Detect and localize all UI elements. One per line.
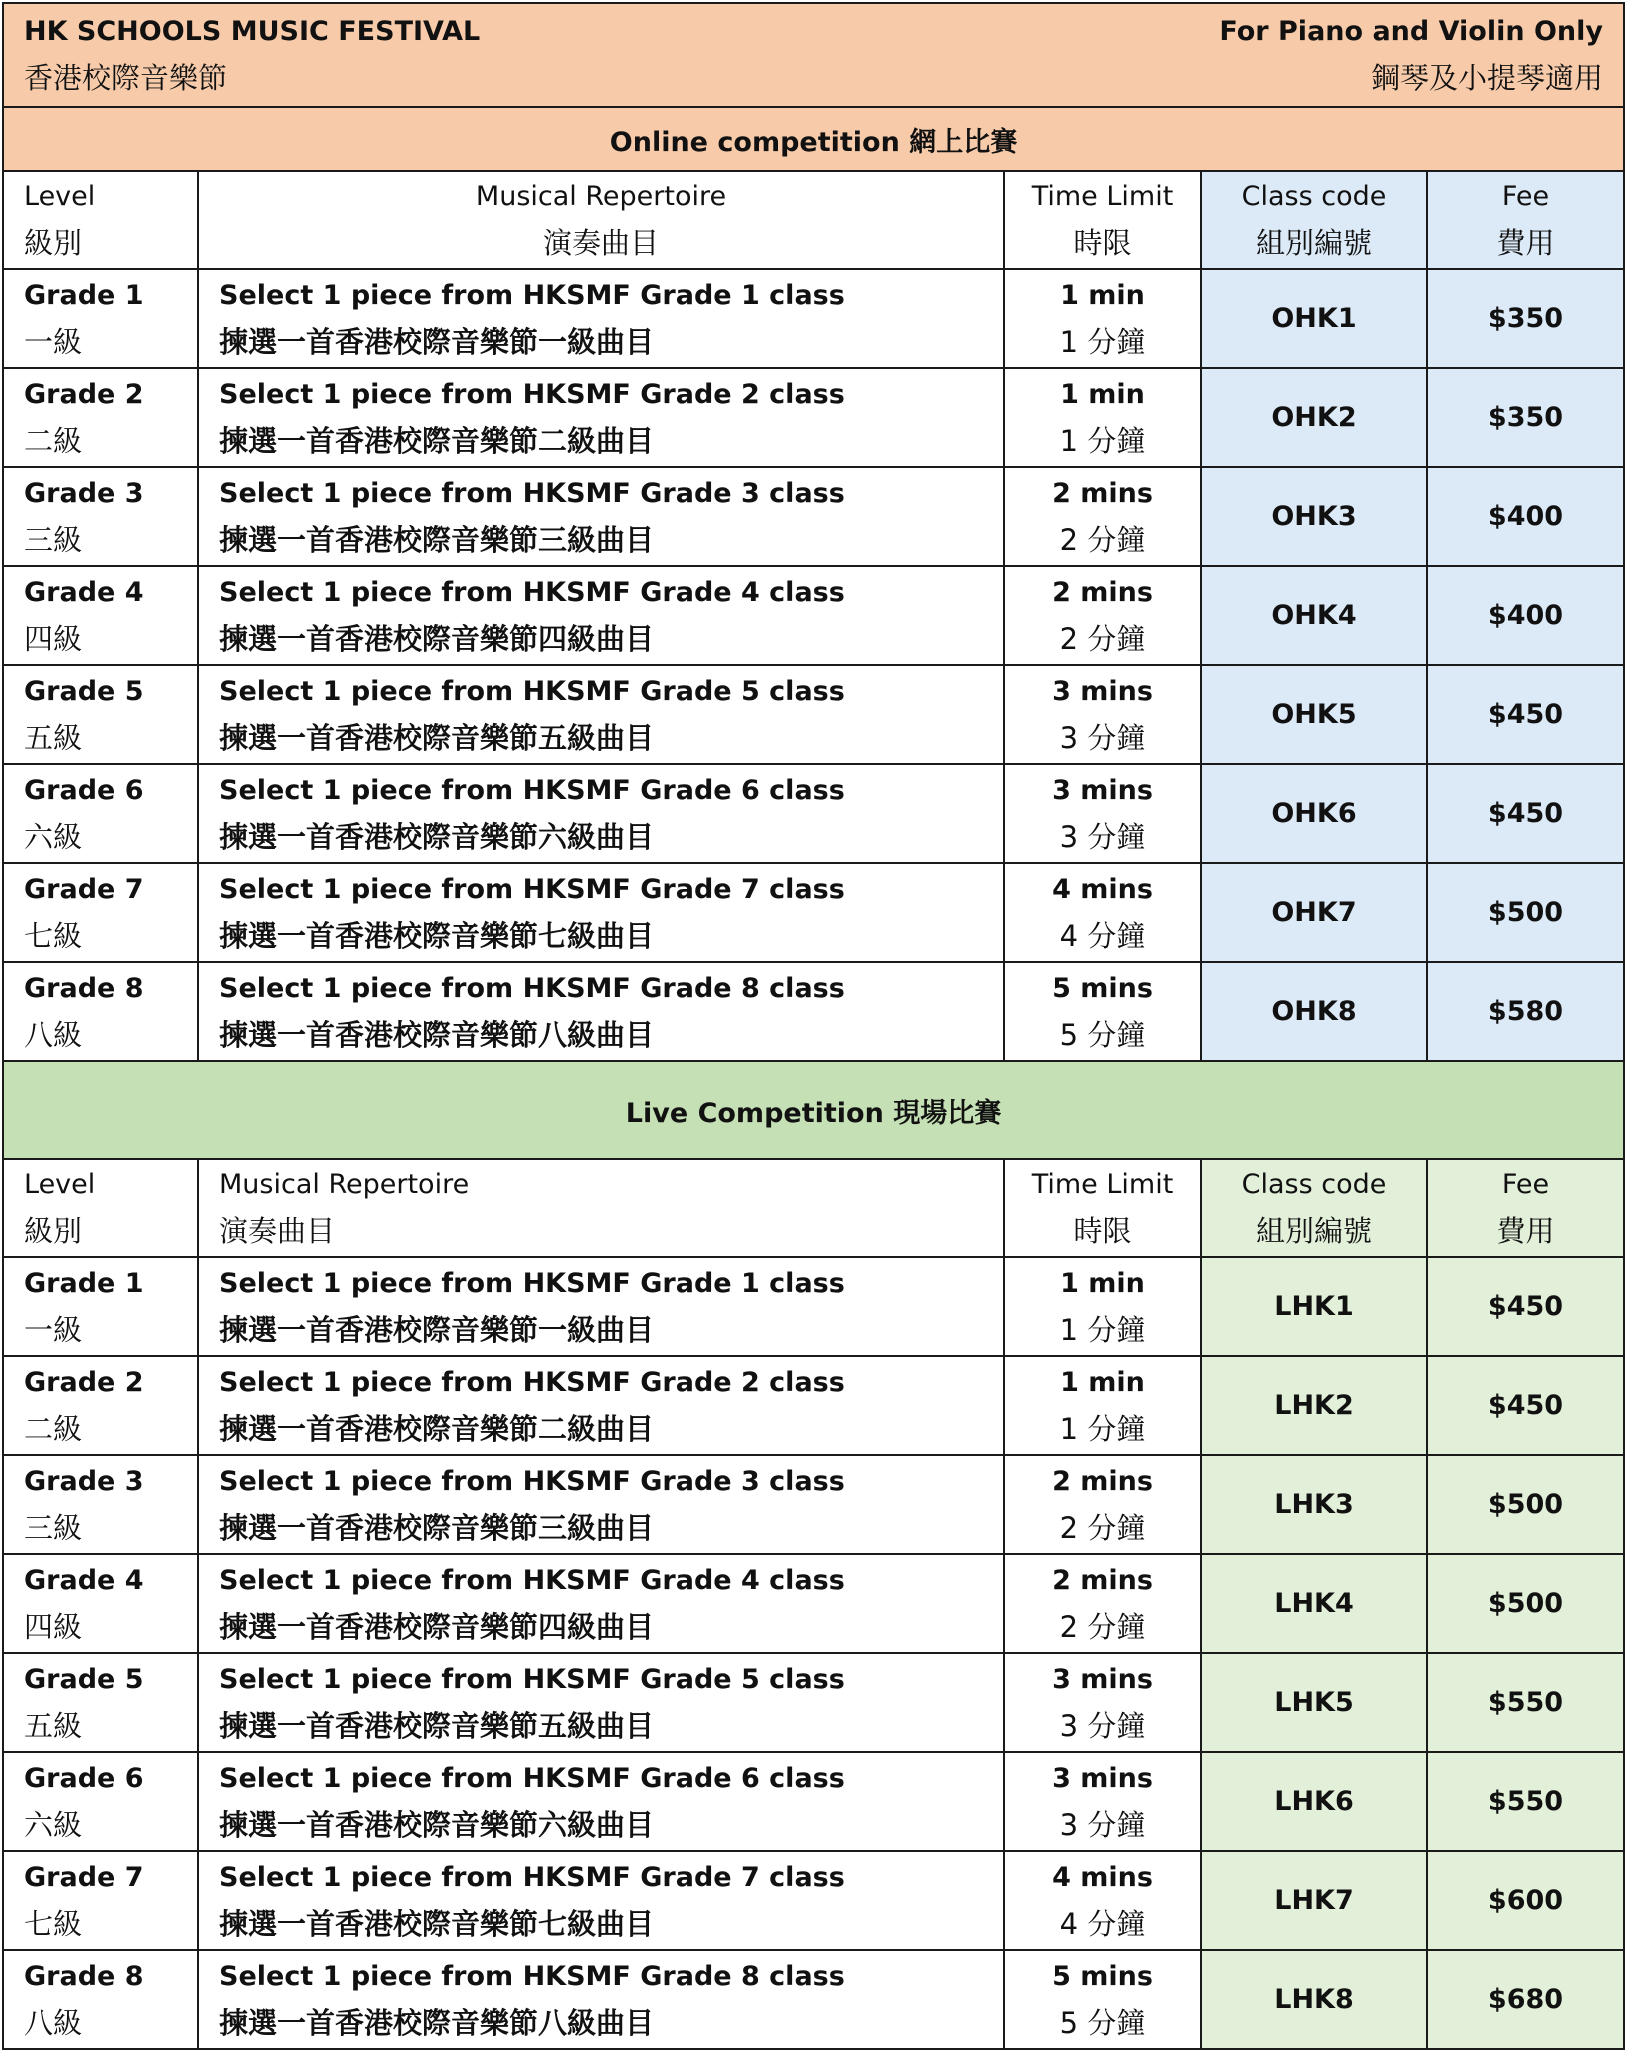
- time-limit-cell: [1004, 962, 1201, 1061]
- level-en: Grade 3: [24, 477, 144, 509]
- time-limit-en: 3 mins: [1052, 774, 1153, 806]
- time-limit-zh: 3 分鐘: [1059, 819, 1146, 854]
- class-code-cell: OHK1: [1201, 269, 1427, 368]
- time-limit-zh: 3 分鐘: [1059, 720, 1146, 755]
- online-col-time-label-zh: 時限: [1073, 226, 1132, 260]
- time-limit-zh: 1 分鐘: [1059, 1411, 1146, 1446]
- repertoire-cell: [198, 863, 1004, 962]
- level-zh: 三級: [24, 1510, 83, 1545]
- repertoire-en: Select 1 piece from HKSMF Grade 4 class: [219, 1564, 845, 1596]
- fee-cell: $400: [1427, 566, 1624, 665]
- repertoire-zh: 揀選一首香港校際音樂節二級曲目: [219, 1411, 655, 1446]
- class-code-cell: OHK3: [1201, 467, 1427, 566]
- class-code-cell: LHK3: [1201, 1455, 1427, 1554]
- class-code-cell: LHK4: [1201, 1554, 1427, 1653]
- repertoire-zh: 揀選一首香港校際音樂節六級曲目: [219, 1807, 655, 1842]
- fee-cell: $580: [1427, 962, 1624, 1061]
- level-en: Grade 5: [24, 675, 144, 707]
- time-limit-en: 3 mins: [1052, 1762, 1153, 1794]
- level-zh: 二級: [24, 423, 83, 458]
- live-col-code-header: [1201, 1159, 1427, 1257]
- repertoire-zh: 揀選一首香港校際音樂節三級曲目: [219, 522, 655, 557]
- live-col-level-label-zh: 級別: [24, 1214, 83, 1248]
- repertoire-cell: [198, 1752, 1004, 1851]
- live-section-title: Live Competition 現場比賽: [3, 1061, 1624, 1159]
- repertoire-cell: [198, 1950, 1004, 2049]
- level-cell: [3, 1455, 198, 1554]
- table-row: [3, 1257, 1624, 1356]
- repertoire-en: Select 1 piece from HKSMF Grade 7 class: [219, 873, 845, 905]
- time-limit-zh: 5 分鐘: [1059, 1017, 1146, 1052]
- live-column-header-row: [3, 1159, 1624, 1257]
- online-col-fee-label-en: Fee: [1501, 181, 1550, 212]
- online-col-fee-label-zh: 費用: [1496, 226, 1555, 260]
- class-code-cell: OHK7: [1201, 863, 1427, 962]
- class-code-cell: LHK7: [1201, 1851, 1427, 1950]
- table-row: [3, 1653, 1624, 1752]
- fee-cell: $400: [1427, 467, 1624, 566]
- time-limit-zh: 3 分鐘: [1059, 1708, 1146, 1743]
- repertoire-en: Select 1 piece from HKSMF Grade 2 class: [219, 1366, 845, 1398]
- repertoire-cell: [198, 1356, 1004, 1455]
- live-col-fee-header: [1427, 1159, 1624, 1257]
- class-code-cell: OHK5: [1201, 665, 1427, 764]
- repertoire-zh: 揀選一首香港校際音樂節三級曲目: [219, 1510, 655, 1545]
- time-limit-en: 2 mins: [1052, 477, 1153, 509]
- time-limit-cell: [1004, 1950, 1201, 2049]
- time-limit-cell: [1004, 1455, 1201, 1554]
- level-zh: 七級: [24, 918, 83, 953]
- fee-cell: $680: [1427, 1950, 1624, 2049]
- time-limit-en: 4 mins: [1052, 873, 1153, 905]
- level-zh: 八級: [24, 2005, 83, 2040]
- fee-cell: $450: [1427, 1356, 1624, 1455]
- fee-schedule-document: [2, 2, 1623, 2050]
- level-cell: [3, 1851, 198, 1950]
- level-en: Grade 3: [24, 1465, 144, 1497]
- time-limit-zh: 2 分鐘: [1059, 522, 1146, 557]
- online-col-time-label-en: Time Limit: [1031, 181, 1174, 212]
- online-col-code-label-en: Class code: [1241, 181, 1387, 212]
- time-limit-en: 4 mins: [1052, 1861, 1153, 1893]
- time-limit-cell: [1004, 665, 1201, 764]
- table-row: [3, 467, 1624, 566]
- time-limit-zh: 4 分鐘: [1059, 918, 1146, 953]
- level-zh: 一級: [24, 324, 83, 359]
- online-column-header-row: [3, 171, 1624, 269]
- level-cell: [3, 269, 198, 368]
- repertoire-cell: [198, 764, 1004, 863]
- repertoire-zh: 揀選一首香港校際音樂節八級曲目: [219, 1017, 655, 1052]
- online-col-code-label-zh: 組別編號: [1255, 226, 1372, 260]
- level-cell: [3, 368, 198, 467]
- fee-cell: $450: [1427, 764, 1624, 863]
- fee-cell: $500: [1427, 863, 1624, 962]
- instrument-scope: [1219, 8, 1603, 102]
- repertoire-zh: 揀選一首香港校際音樂節五級曲目: [219, 720, 655, 755]
- instrument-scope-zh: 鋼琴及小提琴適用: [1371, 61, 1604, 95]
- level-zh: 七級: [24, 1906, 83, 1941]
- class-code-cell: LHK8: [1201, 1950, 1427, 2049]
- fee-cell: $500: [1427, 1554, 1624, 1653]
- level-zh: 五級: [24, 1708, 83, 1743]
- repertoire-cell: [198, 269, 1004, 368]
- fee-cell: $450: [1427, 1257, 1624, 1356]
- header-row: [3, 3, 1624, 107]
- level-en: Grade 8: [24, 1960, 144, 1992]
- repertoire-zh: 揀選一首香港校際音樂節五級曲目: [219, 1708, 655, 1743]
- repertoire-en: Select 1 piece from HKSMF Grade 5 class: [219, 675, 845, 707]
- time-limit-en: 5 mins: [1052, 972, 1153, 1004]
- time-limit-cell: [1004, 1752, 1201, 1851]
- time-limit-cell: [1004, 1653, 1201, 1752]
- level-en: Grade 5: [24, 1663, 144, 1695]
- class-code-cell: LHK1: [1201, 1257, 1427, 1356]
- class-code-cell: OHK2: [1201, 368, 1427, 467]
- level-cell: [3, 566, 198, 665]
- level-zh: 二級: [24, 1411, 83, 1446]
- repertoire-en: Select 1 piece from HKSMF Grade 3 class: [219, 1465, 845, 1497]
- online-col-repertoire-label-zh: 演奏曲目: [542, 226, 659, 260]
- level-zh: 三級: [24, 522, 83, 557]
- live-col-code-label-zh: 組別編號: [1255, 1214, 1372, 1248]
- level-en: Grade 8: [24, 972, 144, 1004]
- repertoire-zh: 揀選一首香港校際音樂節一級曲目: [219, 324, 655, 359]
- live-col-fee-label-en: Fee: [1501, 1169, 1550, 1200]
- repertoire-en: Select 1 piece from HKSMF Grade 8 class: [219, 972, 845, 1004]
- live-section-row: [3, 1061, 1624, 1159]
- live-col-repertoire-header: [198, 1159, 1004, 1257]
- time-limit-en: 2 mins: [1052, 1564, 1153, 1596]
- time-limit-cell: [1004, 566, 1201, 665]
- level-en: Grade 4: [24, 576, 144, 608]
- time-limit-zh: 5 分鐘: [1059, 2005, 1146, 2040]
- repertoire-en: Select 1 piece from HKSMF Grade 6 class: [219, 774, 845, 806]
- time-limit-zh: 1 分鐘: [1059, 324, 1146, 359]
- festival-title-en: HK SCHOOLS MUSIC FESTIVAL: [24, 16, 481, 47]
- table-row: [3, 1554, 1624, 1653]
- time-limit-en: 3 mins: [1052, 675, 1153, 707]
- time-limit-en: 2 mins: [1052, 1465, 1153, 1497]
- time-limit-en: 3 mins: [1052, 1663, 1153, 1695]
- level-cell: [3, 764, 198, 863]
- table-row: [3, 764, 1624, 863]
- fee-cell: $350: [1427, 269, 1624, 368]
- level-zh: 四級: [24, 1609, 83, 1644]
- time-limit-en: 1 min: [1060, 1267, 1145, 1299]
- class-code-cell: OHK8: [1201, 962, 1427, 1061]
- time-limit-cell: [1004, 368, 1201, 467]
- level-en: Grade 4: [24, 1564, 144, 1596]
- repertoire-zh: 揀選一首香港校際音樂節六級曲目: [219, 819, 655, 854]
- time-limit-zh: 2 分鐘: [1059, 621, 1146, 656]
- table-row: [3, 1356, 1624, 1455]
- fee-table: [2, 2, 1625, 2050]
- repertoire-cell: [198, 962, 1004, 1061]
- level-zh: 八級: [24, 1017, 83, 1052]
- repertoire-en: Select 1 piece from HKSMF Grade 1 class: [219, 1267, 845, 1299]
- repertoire-cell: [198, 1851, 1004, 1950]
- online-col-time-header: [1004, 171, 1201, 269]
- repertoire-cell: [198, 566, 1004, 665]
- live-col-repertoire-label-zh: 演奏曲目: [219, 1214, 336, 1248]
- online-section-title: Online competition 網上比賽: [3, 107, 1624, 171]
- online-col-code-header: [1201, 171, 1427, 269]
- time-limit-en: 5 mins: [1052, 1960, 1153, 1992]
- time-limit-cell: [1004, 467, 1201, 566]
- online-col-level-label-zh: 級別: [24, 226, 83, 260]
- festival-title: [24, 8, 480, 102]
- level-zh: 六級: [24, 1807, 83, 1842]
- live-col-repertoire-label-en: Musical Repertoire: [219, 1169, 470, 1200]
- repertoire-zh: 揀選一首香港校際音樂節二級曲目: [219, 423, 655, 458]
- time-limit-zh: 2 分鐘: [1059, 1609, 1146, 1644]
- online-col-level-header: [3, 171, 198, 269]
- level-en: Grade 6: [24, 1762, 144, 1794]
- class-code-cell: LHK6: [1201, 1752, 1427, 1851]
- repertoire-en: Select 1 piece from HKSMF Grade 4 class: [219, 576, 845, 608]
- level-zh: 五級: [24, 720, 83, 755]
- level-en: Grade 1: [24, 279, 144, 311]
- fee-cell: $500: [1427, 1455, 1624, 1554]
- time-limit-cell: [1004, 269, 1201, 368]
- class-code-cell: LHK5: [1201, 1653, 1427, 1752]
- level-zh: 四級: [24, 621, 83, 656]
- table-row: [3, 1950, 1624, 2049]
- time-limit-en: 2 mins: [1052, 576, 1153, 608]
- level-en: Grade 6: [24, 774, 144, 806]
- table-row: [3, 863, 1624, 962]
- class-code-cell: OHK4: [1201, 566, 1427, 665]
- table-row: [3, 269, 1624, 368]
- table-row: [3, 566, 1624, 665]
- level-en: Grade 2: [24, 378, 144, 410]
- repertoire-en: Select 1 piece from HKSMF Grade 8 class: [219, 1960, 845, 1992]
- time-limit-zh: 1 分鐘: [1059, 1312, 1146, 1347]
- live-col-level-header: [3, 1159, 198, 1257]
- time-limit-zh: 3 分鐘: [1059, 1807, 1146, 1842]
- table-row: [3, 962, 1624, 1061]
- level-en: Grade 2: [24, 1366, 144, 1398]
- fee-cell: $350: [1427, 368, 1624, 467]
- table-row: [3, 1455, 1624, 1554]
- repertoire-cell: [198, 1554, 1004, 1653]
- level-cell: [3, 962, 198, 1061]
- live-col-level-label-en: Level: [24, 1169, 96, 1200]
- level-cell: [3, 467, 198, 566]
- repertoire-cell: [198, 467, 1004, 566]
- repertoire-zh: 揀選一首香港校際音樂節七級曲目: [219, 1906, 655, 1941]
- repertoire-en: Select 1 piece from HKSMF Grade 6 class: [219, 1762, 845, 1794]
- time-limit-en: 1 min: [1060, 1366, 1145, 1398]
- time-limit-en: 1 min: [1060, 378, 1145, 410]
- time-limit-zh: 1 分鐘: [1059, 423, 1146, 458]
- level-cell: [3, 1554, 198, 1653]
- repertoire-en: Select 1 piece from HKSMF Grade 1 class: [219, 279, 845, 311]
- fee-cell: $600: [1427, 1851, 1624, 1950]
- repertoire-en: Select 1 piece from HKSMF Grade 5 class: [219, 1663, 845, 1695]
- live-col-time-header: [1004, 1159, 1201, 1257]
- level-cell: [3, 1356, 198, 1455]
- table-row: [3, 1851, 1624, 1950]
- repertoire-cell: [198, 665, 1004, 764]
- repertoire-en: Select 1 piece from HKSMF Grade 7 class: [219, 1861, 845, 1893]
- level-cell: [3, 665, 198, 764]
- level-en: Grade 7: [24, 1861, 144, 1893]
- time-limit-cell: [1004, 1851, 1201, 1950]
- level-en: Grade 1: [24, 1267, 144, 1299]
- time-limit-cell: [1004, 764, 1201, 863]
- level-zh: 一級: [24, 1312, 83, 1347]
- time-limit-cell: [1004, 1356, 1201, 1455]
- repertoire-en: Select 1 piece from HKSMF Grade 2 class: [219, 378, 845, 410]
- fee-cell: $550: [1427, 1653, 1624, 1752]
- time-limit-zh: 2 分鐘: [1059, 1510, 1146, 1545]
- table-row: [3, 665, 1624, 764]
- time-limit-cell: [1004, 1554, 1201, 1653]
- instrument-scope-en: For Piano and Violin Only: [1219, 16, 1604, 47]
- repertoire-en: Select 1 piece from HKSMF Grade 3 class: [219, 477, 845, 509]
- time-limit-cell: [1004, 863, 1201, 962]
- festival-title-zh: 香港校際音樂節: [24, 61, 228, 95]
- level-cell: [3, 1653, 198, 1752]
- live-col-fee-label-zh: 費用: [1496, 1214, 1555, 1248]
- repertoire-zh: 揀選一首香港校際音樂節四級曲目: [219, 1609, 655, 1644]
- level-cell: [3, 1950, 198, 2049]
- level-en: Grade 7: [24, 873, 144, 905]
- fee-cell: $550: [1427, 1752, 1624, 1851]
- repertoire-cell: [198, 1455, 1004, 1554]
- live-col-time-label-en: Time Limit: [1031, 1169, 1174, 1200]
- level-cell: [3, 863, 198, 962]
- repertoire-zh: 揀選一首香港校際音樂節七級曲目: [219, 918, 655, 953]
- online-col-level-label-en: Level: [24, 181, 96, 212]
- repertoire-zh: 揀選一首香港校際音樂節八級曲目: [219, 2005, 655, 2040]
- time-limit-cell: [1004, 1257, 1201, 1356]
- repertoire-zh: 揀選一首香港校際音樂節一級曲目: [219, 1312, 655, 1347]
- repertoire-cell: [198, 1257, 1004, 1356]
- time-limit-zh: 4 分鐘: [1059, 1906, 1146, 1941]
- online-col-repertoire-label-en: Musical Repertoire: [475, 181, 727, 212]
- live-col-time-label-zh: 時限: [1073, 1214, 1132, 1248]
- level-cell: [3, 1752, 198, 1851]
- online-col-fee-header: [1427, 171, 1624, 269]
- header-cell: [3, 3, 1624, 107]
- online-col-repertoire-header: [198, 171, 1004, 269]
- class-code-cell: LHK2: [1201, 1356, 1427, 1455]
- repertoire-zh: 揀選一首香港校際音樂節四級曲目: [219, 621, 655, 656]
- repertoire-cell: [198, 368, 1004, 467]
- repertoire-cell: [198, 1653, 1004, 1752]
- level-zh: 六級: [24, 819, 83, 854]
- class-code-cell: OHK6: [1201, 764, 1427, 863]
- table-row: [3, 368, 1624, 467]
- table-row: [3, 1752, 1624, 1851]
- fee-cell: $450: [1427, 665, 1624, 764]
- live-col-code-label-en: Class code: [1241, 1169, 1387, 1200]
- online-section-row: [3, 107, 1624, 171]
- time-limit-en: 1 min: [1060, 279, 1145, 311]
- level-cell: [3, 1257, 198, 1356]
